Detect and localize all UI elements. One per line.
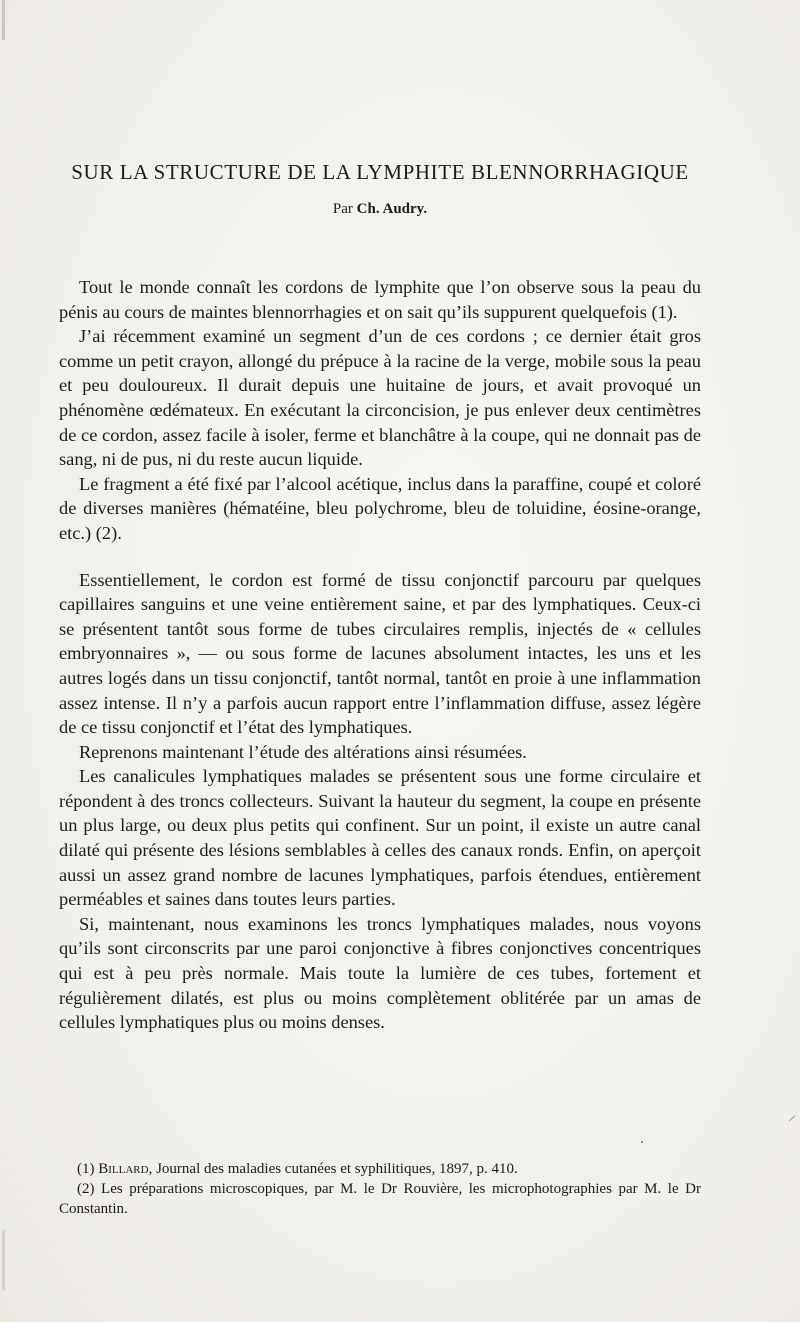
author-name: Ch. Audry. [356,201,428,217]
paragraph: Les canalicules lymphatiques malades se présentent sous une forme circulaire et répondent à des troncs collecteurs. Suivant la hauteur du segment, la coupe en présente un plus large, ou deux plus petits qui confinent. Sur un point, il existe un autre canal dilaté qui présente des lésions semblables à celles des canaux ronds. Enfin, on aperçoit aussi un assez grand nombre de lacunes lymphatiques, parfois étendues, entièrement perméables et saines dans toutes leurs parties. [59,766,701,910]
paragraph: Si, maintenant, nous examinons les troncs lymphatiques malades, nous voyons qu’ils sont circonscrits par une paroi conjonctive à fibres conjonctives concentriques qui est à peu près normale. Mais toute la lumière de ces tubes, fortement et régulièrement dilatés, est plus ou moins complètement oblitérée par un amas de cellules lymphatiques plus ou moins denses. [59,913,701,1033]
ink-speck [641,1141,643,1143]
page-edge-mark [2,1230,5,1290]
article-body [59,275,701,1035]
footnotes [59,1159,701,1219]
page-edge-mark [2,0,5,40]
footnote-2 [59,1179,701,1219]
paragraph: Reprenons maintenant l’étude des altérations ainsi résumées. [79,741,527,762]
footnote-text: Journal des maladies cutanées et syphilitiques, 1897, p. 410. [156,1161,518,1177]
paragraph: J’ai récemment examiné un segment d’un de ces cordons ; ce dernier était gros comme un petit crayon, allongé du prépuce à la racine de la verge, mobile sous la peau et peu douloureux. Il durait depuis une huitaine de jours, et avait provoqué un phénomène œdémateux. En exécutant la circoncision, je pus enlever deux centimètres de ce cordon, assez facile à isoler, ferme et blanchâtre à la coupe, qui ne donnait pas de sang, ni de pus, ni du reste aucun liquide. [59,326,701,470]
footnote-marker: (1) [77,1161,95,1177]
article-title: SUR LA STRUCTURE DE LA LYMPHITE BLENNORRHAGIQUE [71,160,689,184]
section-gap [59,546,701,568]
author-prefix: Par [332,201,353,217]
paragraph: Essentiellement, le cordon est formé de tissu conjonctif parcouru par quelques capillaires sanguins et une veine entièrement saine, et par des lymphatiques. Ceux-ci se présentent tantôt sous forme de tubes circulaires remplis, injectés de « cellules embryonnaires », — ou sous forme de lacunes absolument intactes, les uns et les autres logés dans un tissu conjonctif, tantôt normal, tantôt en proie à une inflammation assez intense. Il n’y a parfois aucun rapport entre l’inflammation diffuse, assez légère de ce tissu conjonctif et l’état des lymphatiques. [59,569,701,738]
article-author [59,201,701,218]
paragraph: Tout le monde connaît les cordons de lymphite que l’on observe sous la peau du pénis au cours de maintes blennorrhagies et on sait qu’ils suppurent quelquefois (1). [59,277,701,322]
footnote-1 [59,1159,701,1179]
footnote-author: Billard, [98,1161,153,1177]
ink-speck [789,1116,796,1122]
footnote-text: Les préparations microscopiques, par M. le Dr Rouvière, les microphotographies par M. le Dr Constantin. [59,1181,701,1217]
footnote-marker: (2) [77,1181,95,1197]
paragraph: Le fragment a été fixé par l’alcool acétique, inclus dans la paraffine, coupé et coloré de diverses manières (hématéine, bleu polychrome, bleu de toluidine, éosine-orange, etc.) (2). [59,473,701,543]
